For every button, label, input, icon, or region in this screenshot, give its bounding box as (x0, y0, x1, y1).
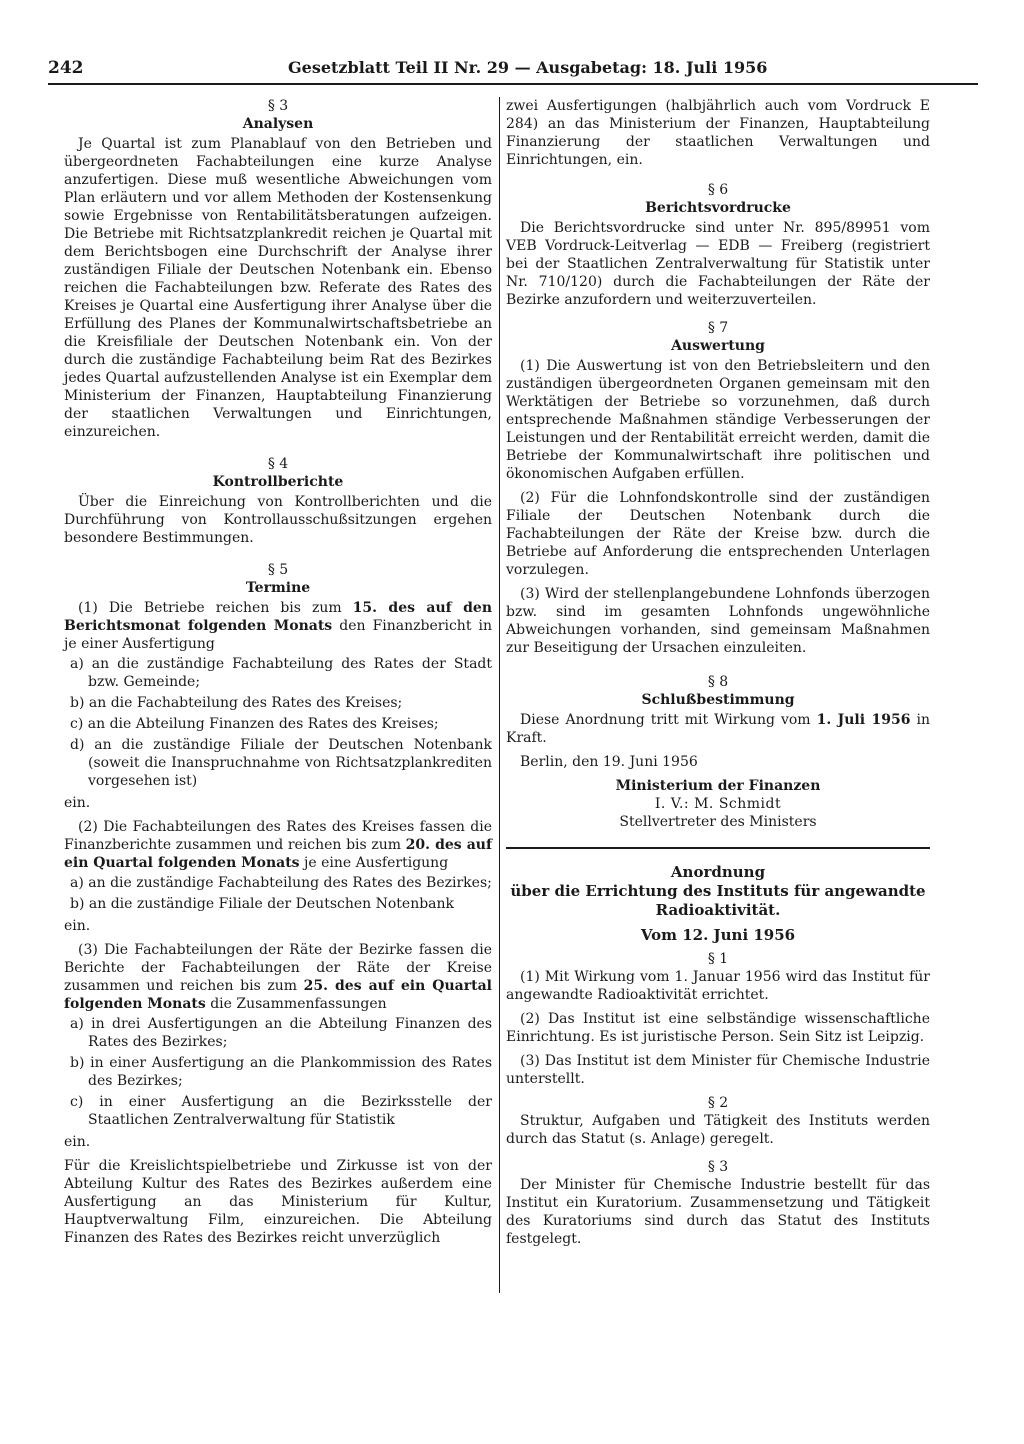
list-item: c) an die Abteilung Finanzen des Rates des Kreises; (70, 716, 439, 732)
running-head: Gesetzblatt Teil II Nr. 29 — Ausgabetag: 18. Juli 1956 (288, 58, 768, 77)
text-run: (1) Die Betriebe reichen bis zum (78, 600, 353, 616)
anordnung-date: Vom 12. Juni 1956 (640, 926, 796, 944)
section-title: Kontrollberichte (212, 474, 344, 490)
list-item: c) in einer Ausfertigung an die Bezirksstelle der Staatlichen Zentralverwaltung für Statistik (70, 1094, 492, 1128)
section-number: § 6 (707, 182, 729, 198)
list-item: a) in drei Ausfertigungen an die Abteilung Finanzen des Rates des Bezirkes; (70, 1016, 492, 1050)
paragraph: Für die Kreislichtspielbetriebe und Zirkusse ist von der Abteilung Kultur des Rates des Bezirkes außerdem eine Ausfertigung an das Ministerium für Kultur, Hauptverwaltung Film, einzureichen. Die Abteilung Finanzen des Rates des Bezirkes reicht unverzüglich (64, 1158, 492, 1246)
section-title: Termine (245, 580, 311, 596)
section-number: § 4 (267, 456, 289, 472)
section-title: Auswertung (671, 338, 765, 354)
paragraph: (1) Mit Wirkung vom 1. Januar 1956 wird das Institut für angewandte Radioaktivität errichtet. (506, 969, 930, 1003)
list (64, 655, 492, 790)
paragraph: ein. (64, 795, 91, 811)
section-title: Analysen (242, 116, 314, 132)
paragraph: (3) Wird der stellenplangebundene Lohnfonds überzogen bzw. sind im gesamten Lohnfonds ungewöhnliche Abweichungen vorhanden, sind gemeinsam Maßnahmen zur Beseitigung der Ursachen einzuleiten. (506, 586, 930, 656)
place-date: Berlin, den 19. Juni 1956 (520, 754, 698, 770)
section-number: § 3 (707, 1159, 729, 1175)
paragraph (64, 941, 492, 1013)
list-item: d) an die zuständige Filiale der Deutschen Notenbank (soweit die Inanspruchnahme von Richtsatzplankrediten vorgesehen ist) (70, 737, 492, 789)
paragraph: (2) Das Institut ist eine selbständige wissenschaftliche Einrichtung. Es ist juristische Person. Sein Sitz ist Leipzig. (506, 1011, 930, 1045)
paragraph: (2) Für die Lohnfondskontrolle sind der zuständigen Filiale der Deutschen Notenbank durch die Fachabteilungen der Räte der Kreise bzw. durch die Betriebe auf Anforderung die entsprechenden Unterlagen vorzulegen. (506, 490, 930, 578)
section-number: § 7 (707, 320, 729, 336)
header-rule (48, 83, 978, 85)
section-number: § 2 (707, 1095, 729, 1111)
paragraph: Je Quartal ist zum Planablauf von den Betrieben und übergeordneten Fachabteilungen eine kurze Analyse anzufertigen. Diese muß wesentliche Abweichungen vom Plan erläutern und vor allem Methoden der Kostensenkung sowie Ergebnisse von Rentabilitätsberatungen aufzeigen. Die Betriebe mit Richtsatzplankredit reichen je Quartal mit dem Berichtsbogen eine Durchschrift der Analyse ihrer zuständigen Filiale der Deutschen Notenbank ein. Ebenso reichen die Fachabteilungen bzw. Referate des Rates des Kreises je Quartal eine Ausfertigung ihrer Analyse über die Erfüllung des Planes der Kommunalwirtschaftsbetriebe an die Kreisfiliale der Deutschen Notenbank ein. Von der durch die zuständige Fachabteilung beim Rat des Bezirkes jedes Quartal aufzustellenden Analyse ist ein Exemplar dem Ministerium der Finanzen, Hauptabteilung Finanzierung der staatlichen Verwaltungen und Einrichtungen, einzureichen. (64, 136, 492, 440)
list-item: a) an die zuständige Fachabteilung des Rates des Bezirkes; (70, 875, 492, 891)
paragraph: (1) Die Auswertung ist von den Betriebsleitern und den zuständigen übergeordneten Organen gemeinsam mit den Werktätigen der Betriebe so vorzunehmen, daß durch entsprechende Maßnahmen ständige Verbesserungen der Leistungen und der Rentabilität erreicht werden, damit die Betriebe der Kommunalwirtschaft ihre politischen und ökonomischen Aufgaben erfüllen. (506, 358, 930, 482)
paragraph: Die Berichtsvordrucke sind unter Nr. 895/89951 vom VEB Vordruck-Leitverlag — EDB — Freiberg (registriert bei der Staatlichen Zentralverwaltung für Statistik unter Nr. 710/120) durch die Fachabteilungen der Räte der Bezirke anzufordern und weiterzuverteilen. (506, 220, 930, 308)
section-title: Berichtsvordrucke (645, 200, 791, 216)
text-run: in Kraft. (506, 712, 930, 746)
left-column (64, 97, 492, 1253)
right-column (506, 97, 930, 1254)
bold-text-run: 1. Juli 1956 (816, 712, 911, 728)
paragraph (64, 599, 492, 653)
section-title: Schlußbestimmung (641, 692, 795, 708)
list-item: a) an die zuständige Fachabteilung des Rates der Stadt bzw. Gemeinde; (70, 656, 492, 690)
paragraph: (3) Das Institut ist dem Minister für Chemische Industrie unterstellt. (506, 1053, 930, 1087)
paragraph: Über die Einreichung von Kontrollberichten und die Durchführung von Kontrollausschußsitzungen ergehen besondere Bestimmungen. (64, 494, 492, 546)
paragraph: Der Minister für Chemische Industrie bestellt für das Institut ein Kuratorium. Zusammensetzung und Tätigkeit des Kuratoriums sind durch das Statut des Instituts festgelegt. (506, 1177, 930, 1247)
list-item: b) an die zuständige Filiale der Deutschen Notenbank (70, 896, 455, 912)
paragraph: zwei Ausfertigungen (halbjährlich auch vom Vordruck E 284) an das Ministerium der Finanzen, Hauptabteilung Finanzierung der staatlichen Verwaltungen und Einrichtungen, ein. (506, 98, 930, 168)
text-run: (3) Die Fachabteilungen der Räte der Bezirke fassen die Berichte der Fachabteilungen der Räte der Kreise zusammen und reichen bis zum (64, 942, 492, 994)
list (64, 874, 492, 913)
paragraph: Struktur, Aufgaben und Tätigkeit des Instituts werden durch das Statut (s. Anlage) geregelt. (506, 1113, 930, 1147)
signature-role: Stellvertreter des Ministers (619, 814, 817, 830)
bold-text-run: 15. des auf den Berichtsmonat folgenden Monats (64, 600, 492, 634)
text-run: (2) Die Fachabteilungen des Rates des Kreises fassen die Finanzberichte zusammen und reichen bis zum (64, 819, 492, 853)
list (64, 1015, 492, 1129)
page-number: 242 (48, 58, 84, 78)
paragraph (506, 711, 930, 747)
signature-ministry: Ministerium der Finanzen (615, 778, 821, 794)
paragraph: ein. (64, 918, 91, 934)
text-run: den Finanzbericht in je einer Ausfertigung (64, 618, 492, 652)
paragraph (64, 818, 492, 872)
paragraph: ein. (64, 1134, 91, 1150)
section-number: § 1 (707, 951, 729, 967)
text-run: die Zusammenfassungen (205, 996, 387, 1012)
bold-text-run: 20. des auf ein Quartal folgenden Monats (64, 837, 492, 871)
anordnung-subtitle: über die Errichtung des Instituts für angewandte Radioaktivität. (510, 882, 926, 919)
section-number: § 5 (267, 562, 289, 578)
section-divider (506, 847, 930, 849)
column-divider (499, 97, 500, 1293)
signature-name: I. V.: M. Schmidt (654, 796, 782, 812)
list-item: b) in einer Ausfertigung an die Plankommission des Rates des Bezirkes; (70, 1055, 492, 1089)
text-run: Diese Anordnung tritt mit Wirkung vom (520, 712, 817, 728)
section-number: § 8 (707, 674, 729, 690)
text-run: je eine Ausfertigung (299, 855, 449, 871)
bold-text-run: 25. des auf ein Quartal folgenden Monats (64, 978, 492, 1012)
page-header (48, 58, 978, 86)
section-number: § 3 (267, 98, 289, 114)
anordnung-title: Anordnung (670, 863, 766, 881)
list-item: b) an die Fachabteilung des Rates des Kreises; (70, 695, 403, 711)
